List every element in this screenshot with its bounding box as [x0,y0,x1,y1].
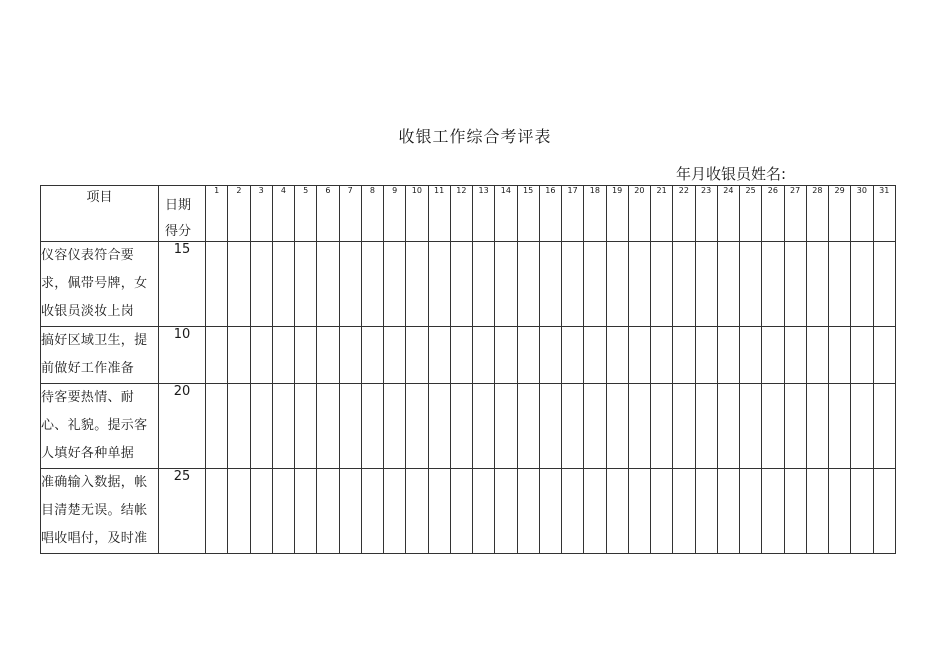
day-cell[interactable] [806,384,828,469]
header-row [41,186,896,242]
day-cell[interactable] [762,327,784,384]
day-cell[interactable] [339,327,361,384]
day-header: 25 [740,186,762,242]
day-cell[interactable] [584,327,606,384]
day-cell[interactable] [295,242,317,327]
day-cell[interactable] [851,242,873,327]
day-cell[interactable] [406,469,428,554]
day-cell[interactable] [851,469,873,554]
day-header: 1 [206,186,228,242]
day-header: 7 [339,186,361,242]
day-header: 8 [361,186,383,242]
day-cell[interactable] [339,384,361,469]
day-cell[interactable] [762,469,784,554]
day-cell[interactable] [539,327,561,384]
day-cell[interactable] [762,384,784,469]
day-cell[interactable] [206,384,228,469]
day-cell[interactable] [673,242,695,327]
day-header: 2 [228,186,250,242]
day-cell[interactable] [651,242,673,327]
day-cell[interactable] [450,384,472,469]
day-cell[interactable] [762,242,784,327]
day-cell[interactable] [295,469,317,554]
day-cell[interactable] [428,384,450,469]
day-cell[interactable] [562,384,584,469]
day-cell[interactable] [740,469,762,554]
day-cell[interactable] [628,469,650,554]
day-cell[interactable] [450,327,472,384]
day-cell[interactable] [384,469,406,554]
day-header: 19 [606,186,628,242]
day-cell[interactable] [317,469,339,554]
day-cell[interactable] [584,384,606,469]
criterion-score: 20 [159,384,206,469]
day-cell[interactable] [384,327,406,384]
day-cell[interactable] [651,469,673,554]
day-cell[interactable] [406,327,428,384]
day-header: 16 [539,186,561,242]
day-cell[interactable] [628,384,650,469]
day-cell[interactable] [584,242,606,327]
day-cell[interactable] [740,384,762,469]
day-cell[interactable] [651,384,673,469]
day-cell[interactable] [228,469,250,554]
day-cell[interactable] [673,327,695,384]
day-cell[interactable] [272,469,294,554]
day-cell[interactable] [806,327,828,384]
day-cell[interactable] [317,384,339,469]
day-cell[interactable] [272,242,294,327]
day-cell[interactable] [450,242,472,327]
page-title: 收银工作综合考评表 [398,127,552,146]
header-score: 得分 [165,224,192,239]
day-cell[interactable] [717,384,739,469]
day-cell[interactable] [495,384,517,469]
day-header: 3 [250,186,272,242]
day-cell[interactable] [673,469,695,554]
day-header: 29 [829,186,851,242]
day-cell[interactable] [473,384,495,469]
day-cell[interactable] [673,384,695,469]
day-header: 14 [495,186,517,242]
day-cell[interactable] [873,469,896,554]
day-cell[interactable] [517,384,539,469]
day-cell[interactable] [339,242,361,327]
day-cell[interactable] [740,242,762,327]
day-cell[interactable] [784,242,806,327]
day-cell[interactable] [584,469,606,554]
day-cell[interactable] [361,469,383,554]
criterion-score: 15 [159,242,206,327]
day-cell[interactable] [228,242,250,327]
day-cell[interactable] [473,469,495,554]
day-header: 12 [450,186,472,242]
day-header: 15 [517,186,539,242]
day-cell[interactable] [784,327,806,384]
day-cell[interactable] [206,327,228,384]
evaluation-table [40,185,896,554]
day-cell[interactable] [606,242,628,327]
day-cell[interactable] [784,384,806,469]
day-header: 21 [651,186,673,242]
day-cell[interactable] [851,384,873,469]
day-cell[interactable] [495,327,517,384]
day-cell[interactable] [228,384,250,469]
day-cell[interactable] [295,327,317,384]
day-cell[interactable] [495,469,517,554]
day-cell[interactable] [806,469,828,554]
day-header: 10 [406,186,428,242]
day-cell[interactable] [539,242,561,327]
header-item: 项目 [41,186,159,242]
day-cell[interactable] [717,242,739,327]
table-row [41,469,896,554]
cashier-name-line: 年月收银员姓名: [676,165,787,183]
day-cell[interactable] [628,242,650,327]
day-cell[interactable] [361,327,383,384]
day-header: 11 [428,186,450,242]
day-cell[interactable] [606,327,628,384]
day-cell[interactable] [806,242,828,327]
criterion-text: 搞好区域卫生，提前做好工作准备 [41,327,159,384]
day-cell[interactable] [317,327,339,384]
day-cell[interactable] [740,327,762,384]
header-date-score [159,186,206,242]
day-cell[interactable] [517,242,539,327]
day-cell[interactable] [829,384,851,469]
day-cell[interactable] [606,384,628,469]
day-cell[interactable] [228,327,250,384]
criterion-score: 10 [159,327,206,384]
day-header: 6 [317,186,339,242]
day-cell[interactable] [695,242,717,327]
day-cell[interactable] [272,384,294,469]
criterion-text: 准确输入数据，帐目清楚无误。结帐唱收唱付，及时准 [41,469,159,554]
day-header: 9 [384,186,406,242]
day-cell[interactable] [695,469,717,554]
day-header: 5 [295,186,317,242]
day-cell[interactable] [851,327,873,384]
table-row [41,242,896,327]
day-cell[interactable] [450,469,472,554]
day-header: 31 [873,186,896,242]
day-cell[interactable] [361,242,383,327]
day-cell[interactable] [539,469,561,554]
criterion-text: 待客要热情、耐心、礼貌。提示客人填好各种单据 [41,384,159,469]
day-header: 26 [762,186,784,242]
day-cell[interactable] [406,242,428,327]
table-row [41,327,896,384]
day-header: 20 [628,186,650,242]
day-cell[interactable] [517,469,539,554]
day-cell[interactable] [272,327,294,384]
day-header: 22 [673,186,695,242]
day-cell[interactable] [384,384,406,469]
day-cell[interactable] [473,327,495,384]
day-cell[interactable] [495,242,517,327]
day-header: 30 [851,186,873,242]
day-cell[interactable] [784,469,806,554]
day-cell[interactable] [428,469,450,554]
day-cell[interactable] [250,469,272,554]
day-cell[interactable] [717,469,739,554]
day-cell[interactable] [873,327,896,384]
day-header: 17 [562,186,584,242]
day-header: 18 [584,186,606,242]
day-cell[interactable] [250,327,272,384]
day-cell[interactable] [295,384,317,469]
day-header: 24 [717,186,739,242]
day-cell[interactable] [829,469,851,554]
day-cell[interactable] [873,384,896,469]
table-row [41,384,896,469]
day-cell[interactable] [717,327,739,384]
day-cell[interactable] [695,384,717,469]
day-cell[interactable] [606,469,628,554]
day-cell[interactable] [317,242,339,327]
day-cell[interactable] [206,242,228,327]
day-cell[interactable] [829,242,851,327]
day-cell[interactable] [428,242,450,327]
day-cell[interactable] [562,469,584,554]
day-header: 13 [473,186,495,242]
day-cell[interactable] [473,242,495,327]
day-header: 23 [695,186,717,242]
day-cell[interactable] [628,327,650,384]
day-header: 27 [784,186,806,242]
day-cell[interactable] [695,327,717,384]
day-cell[interactable] [539,384,561,469]
day-cell[interactable] [250,242,272,327]
day-header: 4 [272,186,294,242]
criterion-score: 25 [159,469,206,554]
day-cell[interactable] [361,384,383,469]
day-cell[interactable] [873,242,896,327]
day-cell[interactable] [428,327,450,384]
day-cell[interactable] [406,384,428,469]
day-header: 28 [806,186,828,242]
day-cell[interactable] [562,327,584,384]
day-cell[interactable] [206,469,228,554]
day-cell[interactable] [250,384,272,469]
day-cell[interactable] [384,242,406,327]
day-cell[interactable] [651,327,673,384]
criterion-text: 仪容仪表符合要求，佩带号牌，女收银员淡妆上岗 [41,242,159,327]
header-date: 日期 [165,198,192,213]
day-cell[interactable] [517,327,539,384]
day-cell[interactable] [829,327,851,384]
day-cell[interactable] [562,242,584,327]
day-cell[interactable] [339,469,361,554]
